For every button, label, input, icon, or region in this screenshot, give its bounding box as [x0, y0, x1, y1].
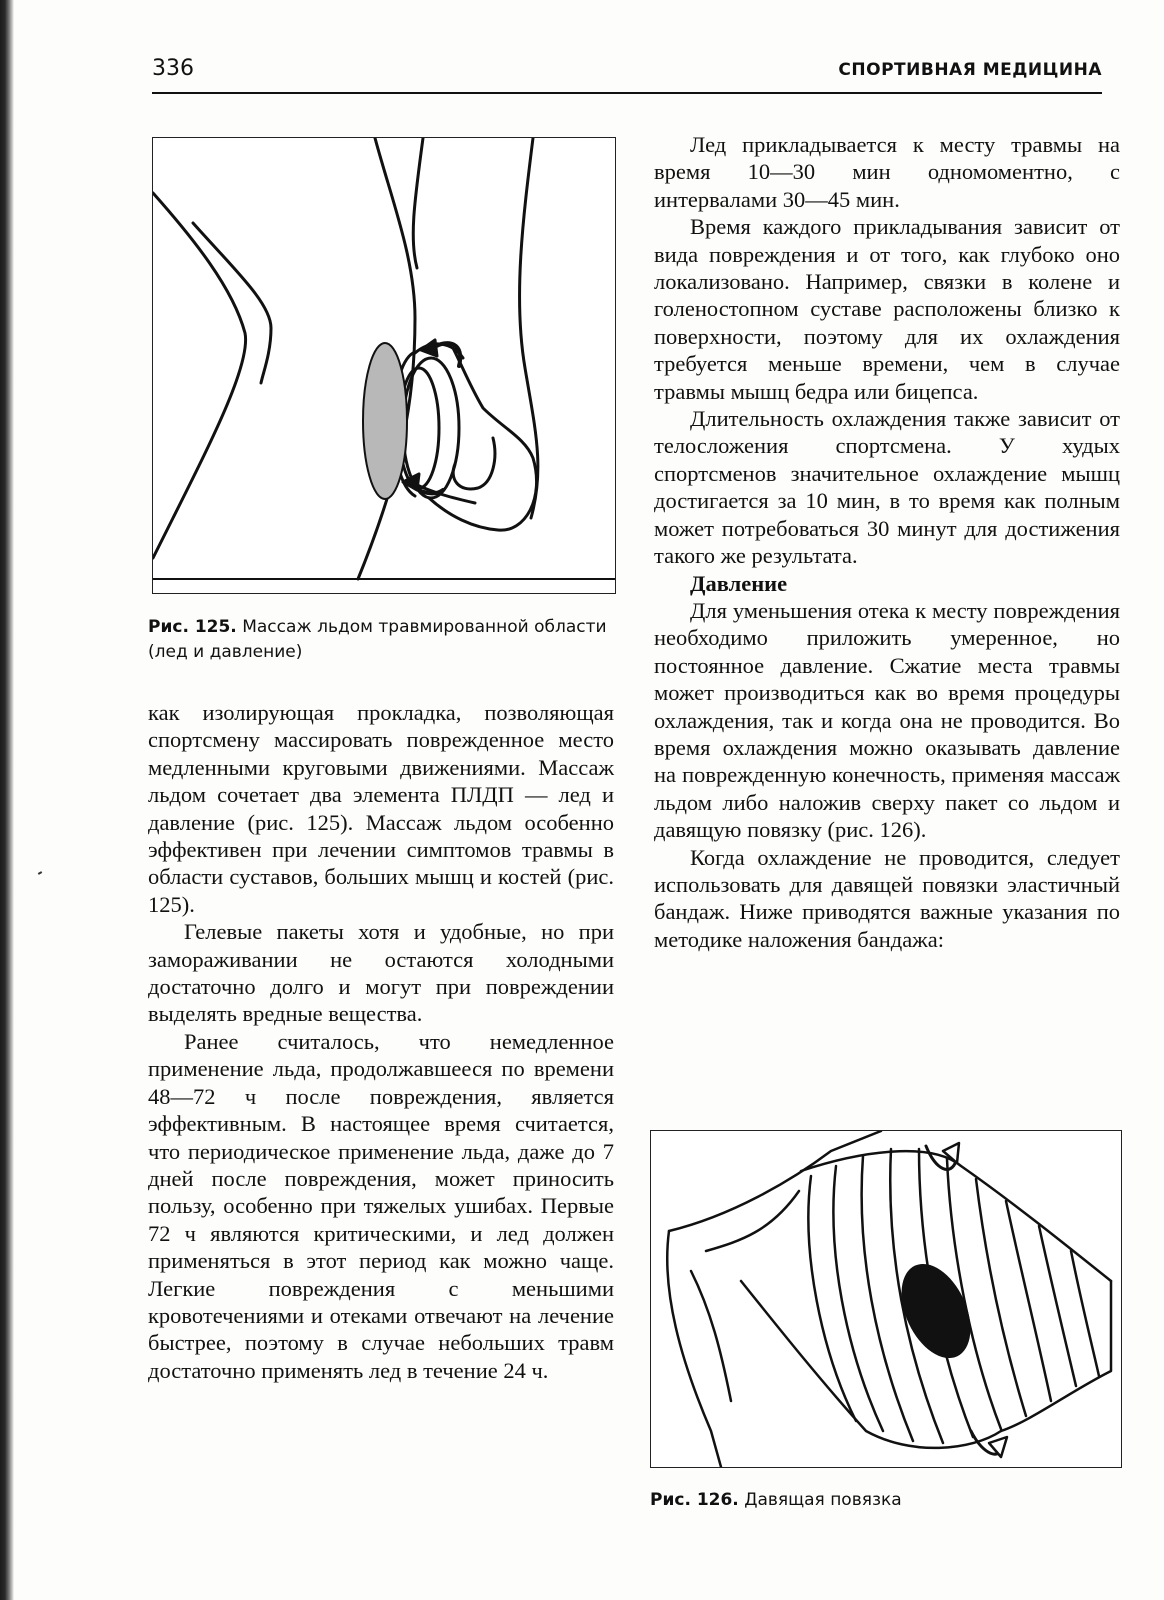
- compression-bandage-drawing: [651, 1131, 1121, 1467]
- paragraph: Длительность охлаждения также зависит от телосложения спортсмена. У худых спортсменов значительное охлаждение мышц достигается за 10 мин, в то время как полным может потребоваться 30 минут для достижения такого же результата.: [654, 406, 1120, 569]
- section-title: СПОРТИВНАЯ МЕДИЦИНА: [838, 60, 1102, 80]
- paragraph: Лед прикладывается к месту травмы на время 10—30 мин одномоментно, с интервалами 30—45 мин.: [654, 132, 1120, 212]
- scan-speck: [38, 871, 42, 875]
- scan-binding-edge: [0, 0, 14, 1600]
- figure-126-caption: [650, 1488, 1120, 1513]
- running-header: [152, 52, 1102, 94]
- paragraph: Ранее считалось, что немедленное применение льда, продолжавшееся по времени 48—72 ч после повреждения, является эффективным. В настоящее время считается, что периодическое применение льда, даже до 7 дней после повреждения, может приносить пользу, особенно при тяжелых ушибах. Первые 72 ч являются критическими, и лед должен применяться в этот период как можно чаще. Легкие повреждения с меньшими кровотечениями и отеками отвечают на лечение быстрее, поэтому в случае небольших травм достаточно применять лед в течение 24 ч.: [148, 1028, 614, 1383]
- figure-125-text: Массаж льдом травмированной области (лед и давление): [148, 617, 607, 662]
- left-column: [148, 699, 614, 1384]
- page-number: 336: [152, 56, 194, 81]
- figure-125-label: Рис. 125.: [148, 617, 237, 637]
- right-column: [654, 131, 1120, 953]
- paragraph: как изолирующая прокладка, позволяющая спортсмену массировать поврежденное место медленными круговыми движениями. Массаж льдом сочетает два элемента ПЛДП — лед и давление (рис. 125). Массаж льдом особенно эффективен при лечении симптомов травмы в области суставов, больших мышц и костей (рис. 125).: [148, 700, 614, 917]
- paragraph: Когда охлаждение не проводится, следует использовать для давящей повязки эластичный бандаж. Ниже приводятся важные указания по методике наложения бандажа:: [654, 844, 1120, 952]
- figure-126-illustration: [650, 1130, 1122, 1468]
- paragraph: Для уменьшения отека к месту повреждения необходимо приложить умеренное, но постоянное давление. Сжатие места травмы может производиться как во время процедуры охлаждения, так и когда она не проводится. Во время охлаждения можно оказывать давление на поврежденную конечность, применяя массаж льдом либо наложив сверху пакет со льдом и давящую повязку (рис. 126).: [654, 597, 1120, 843]
- figure-126-label: Рис. 126.: [650, 1490, 739, 1510]
- figure-126-text: Давящая повязка: [744, 1490, 902, 1510]
- subheading-pressure: Давление: [690, 570, 788, 596]
- ice-massage-knee-drawing: [153, 138, 615, 593]
- paragraph: Время каждого прикладывания зависит от вида повреждения и от того, как глубоко оно локализовано. Например, связки в колене и голеностопном суставе расположены близко к поверхности, поэтому для их охлаждения требуется меньше времени, чем в случае травмы мышц бедра или бицепса.: [654, 214, 1120, 404]
- figure-125-caption: [148, 615, 618, 665]
- figure-125-illustration: [152, 137, 616, 594]
- paragraph: Гелевые пакеты хотя и удобные, но при замораживании не остаются холодными достаточно долго и могут при повреждении выделять вредные вещества.: [148, 919, 614, 1027]
